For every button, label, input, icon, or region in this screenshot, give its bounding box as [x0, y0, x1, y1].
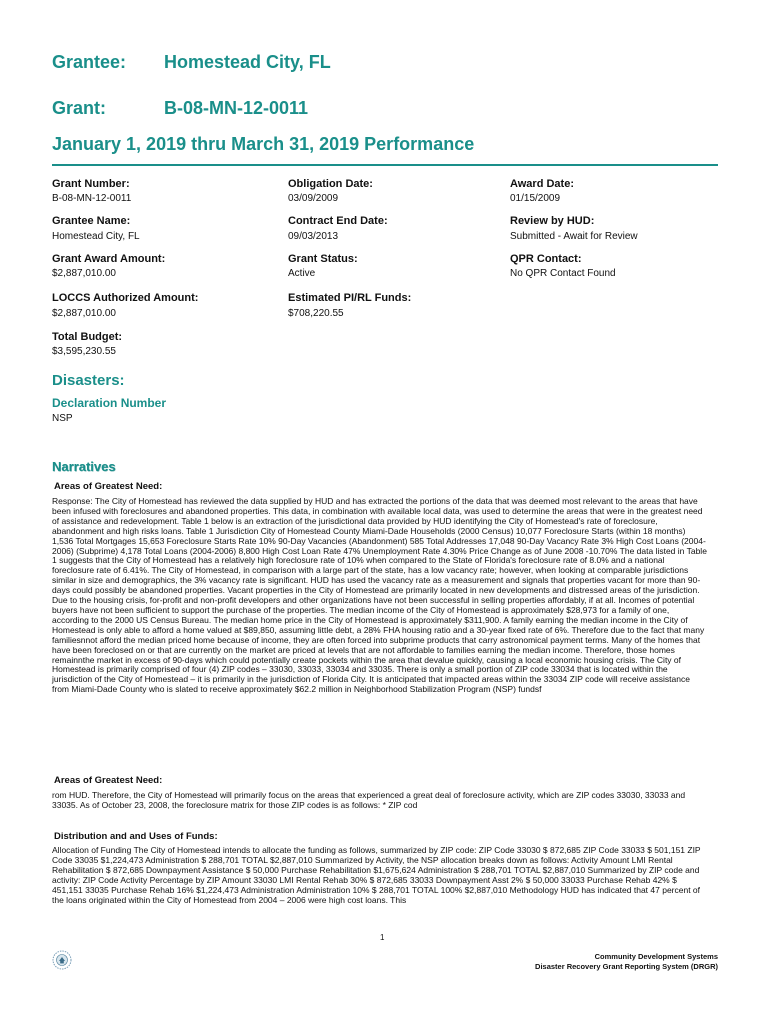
loccs-authorized-amount-label: LOCCS Authorized Amount: — [52, 292, 199, 304]
grantee-heading-label: Grantee: — [52, 52, 127, 72]
grant-number-value: B-08-MN-12-0011 — [52, 193, 132, 204]
narrative-section-text: Allocation of Funding The City of Homestead intends to allocate the funding as follows, summarized by ZIP code: ZIP Code 33030 $ 872,685 ZIP Code 33033 $ 501,151 ZIP Code 33035 $1,224,473 Administration $ 288,701 TOTAL $2,887,010 Summarized by Activity, the NSP allocation breaks down as follows: Activity Amount LMI Rental Rehabilitation $ 872,685 Downpayment Assistance $ 50,000 Purchase Rehabilitation $1,675,624 Administration $ 288,701 TOTAL $2,887,010 Summarized by ZIP code and activity: ZIP Code Activity Percentage by ZIP Amount 33030 LMI Rental Rehab 30% $ 872,685 33033 Downpayment Asst 2% $ 50,000 33033 Purchase Rehab 42% $ 451,151 33035 Purchase Rehab 16% $1,224,473 Administration Administration 10% $ 288,701 TOTAL 100% $2,887,010 Methodology HUD has indicated that 47 percent of the loans originated within the City of Homestead from 2004 – 2006 were high cost loans. This — [52, 845, 701, 905]
award-date-label: Award Date: — [510, 178, 574, 190]
estimated-pirl-funds-label: Estimated PI/RL Funds: — [288, 292, 412, 304]
grant-heading-label: Grant: — [52, 98, 106, 118]
qpr-contact-label: QPR Contact: — [510, 253, 582, 265]
narratives-title: Narratives — [52, 459, 116, 474]
qpr-contact-value: No QPR Contact Found — [510, 268, 616, 279]
declaration-number-label: Declaration Number — [52, 396, 167, 410]
grantee-heading — [52, 52, 331, 73]
footer-line-2: Disaster Recovery Grant Reporting System (DRGR) — [535, 962, 718, 971]
narrative-section-text: Response: The City of Homestead has reviewed the data supplied by HUD and has extracted the portions of the data that was deemed most relevant to the areas that have been infused with foreclosures and abandoned properties. This data, in combination with available local data, was used to determine the areas that were in the greatest need of assistance and redevelopment. Table 1 below is an extraction of the jurisdictional data provided by HUD identifying the City of Homestead's rate of foreclosure, abandonment and high risks loans. Table 1 Jurisdiction City of Homestead County Miami-Dade Households (2000 Census) 10,077 Foreclosure Starts (within 18 months) 1,536 Total Mortgages 15,653 Foreclosure Starts Rate 10% 90-Day Vacancies (Abandonment) 585 Total Addresses 17,048 90-Day Vacancy Rate 3% High Cost Loans (2004-2006) (Subprime) 4,178 Total Loans (2004-2006) 8,800 High Cost Loan Rate 47% Unemployment Rate 4.30% Price Change as of June 2008 -10.70% The data listed in Table 1 suggests that the City of Homestead has a relatively high foreclosure rate of 10% when compared to the State of Florida's foreclosure rate of 8.0% and a national foreclosure rate of 6.41%. The City of Homestead, in comparison with a large part of the state, has a low vacancy rate; however, when looking at comparable jurisdictions similar in size and demographics, the 3% vacancy rate is significant. HUD has used the vacancy rate as a measurement and signals that properties vacant for more than 90-days could possibly be abandoned properties. Vacant properties in the City of Homestead are primarily located in new developments and distressed areas of the jurisdiction. Due to the housing crisis, for-profit and non-profit developers and other organizations have not been successful in selling properties affordably, if at all. Incomes of potential buyers have not been sufficient to support the purchase of the properties. The median income of the City of Homestead is approximately $28,973 for a family of one, according to the 2000 US Census Bureau. The median home price in the City of Homestead is approximately $311,900. A family earning the median income in the City of Homestead is only able to afford a home valued at $89,850, assuming little debt, a 28% FHA housing ratio and a 30-year fixed rate of 6%. Therefore due to the fact that many familiesnnot afford the median priced home because of income, they are often forced into subprime products that carry astronomical payment terms. Many of the homes that have been foreclosed on or that are currently on the market are priced at levels that are not affordable to families earning the median income. Therefore, those homes remainnthe market in excess of 90-days which could potentially create pockets within the area that devalue quickly, causing a local economic housing crisis. The City of Homestead is primarily comprised of four (4) ZIP codes – 33030, 33033, 33034 and 33035. There is only a small portion of ZIP code 33034 that is located within the jurisdiction of the City of Homestead – it is primarily in the jurisdiction of Florida City. It is anticipated that impacted areas within the 33034 ZIP code will receive assistance from Miami-Dade County who is slated to receive approximately $62.2 million in Neighborhood Stabilization Program (NSP) fundsf — [52, 496, 707, 695]
review-by-hud-label: Review by HUD: — [510, 215, 595, 227]
disasters-title: Disasters: — [52, 372, 125, 389]
narrative-section-label: Areas of Greatest Need: — [54, 481, 163, 492]
contract-end-date-value: 09/03/2013 — [288, 231, 339, 242]
narrative-section-text: rom HUD. Therefore, the City of Homestead will primarily focus on the areas that experienced a great deal of foreclosure activity, which are ZIP codes 33030, 33033 and 33035. As of October 23, 2008, the foreclosure matrix for those ZIP codes is as follows: * ZIP cod — [52, 790, 686, 810]
footer-line-1: Community Development Systems — [594, 952, 718, 961]
grantee-heading-value: Homestead City, FL — [164, 52, 331, 72]
loccs-authorized-amount-value: $2,887,010.00 — [52, 308, 116, 319]
narrative-section-label: Distribution and and Uses of Funds: — [54, 831, 218, 842]
grant-number-label: Grant Number: — [52, 178, 130, 190]
grant-status-label: Grant Status: — [288, 253, 358, 265]
contract-end-date-label: Contract End Date: — [288, 215, 388, 227]
review-by-hud-value: Submitted - Await for Review — [510, 231, 638, 242]
total-budget-value: $3,595,230.55 — [52, 346, 116, 357]
grant-award-amount-value: $2,887,010.00 — [52, 268, 116, 279]
award-date-value: 01/15/2009 — [510, 193, 561, 204]
obligation-date-label: Obligation Date: — [288, 178, 373, 190]
narrative-section-label: Areas of Greatest Need: — [54, 775, 163, 786]
obligation-date-value: 03/09/2009 — [288, 193, 339, 204]
declaration-number-value: NSP — [52, 413, 73, 424]
estimated-pirl-funds-value: $708,220.55 — [288, 308, 344, 319]
grant-heading-value: B-08-MN-12-0011 — [164, 98, 309, 118]
header-divider — [52, 164, 718, 166]
grantee-name-label: Grantee Name: — [52, 215, 131, 227]
page-number: 1 — [380, 933, 385, 942]
footer-system-name — [535, 952, 718, 972]
total-budget-label: Total Budget: — [52, 331, 123, 343]
hud-seal-icon — [52, 950, 72, 970]
performance-period-title: January 1, 2019 thru March 31, 2019 Performance — [52, 134, 475, 154]
grant-heading — [52, 98, 309, 119]
grant-status-value: Active — [288, 268, 316, 279]
grantee-name-value: Homestead City, FL — [52, 231, 140, 242]
grant-award-amount-label: Grant Award Amount: — [52, 253, 166, 265]
